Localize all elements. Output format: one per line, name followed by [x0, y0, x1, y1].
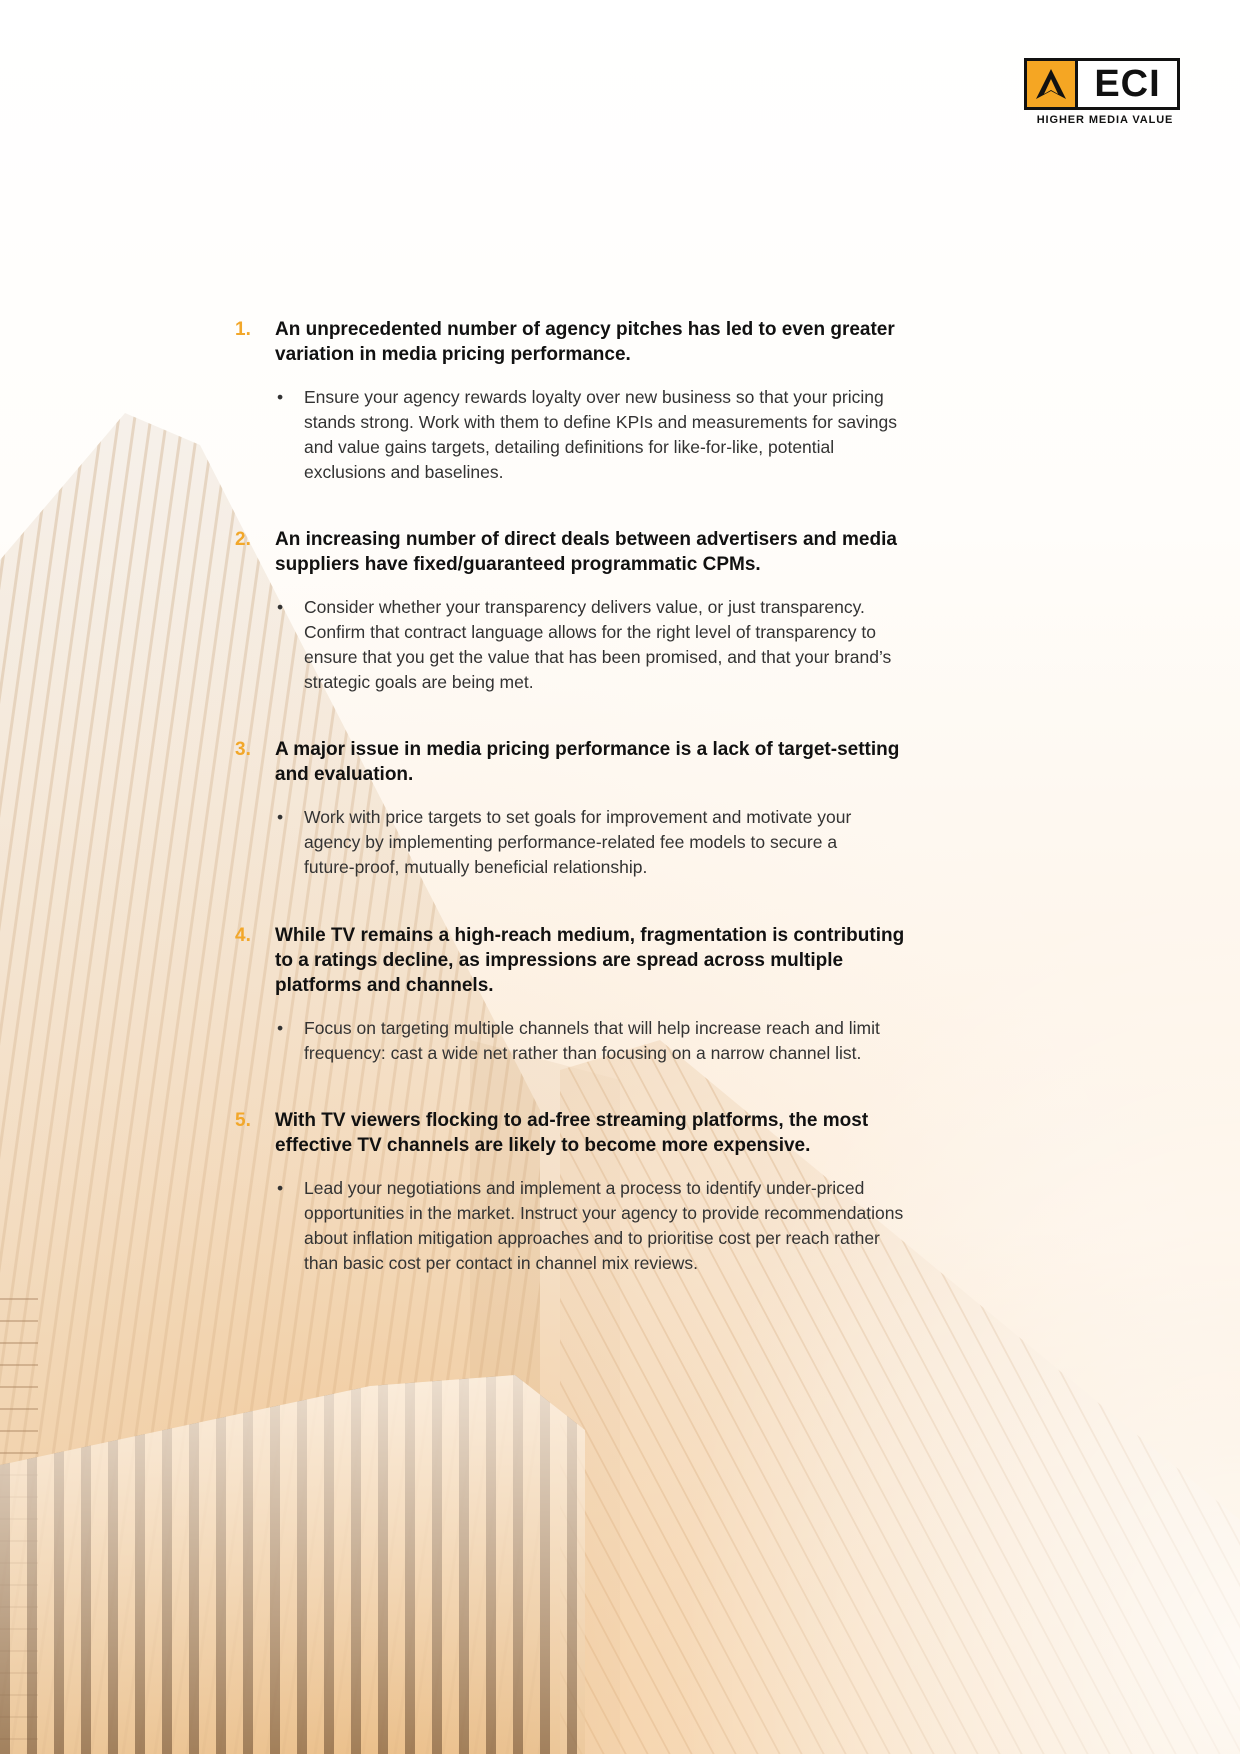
item-heading — [235, 527, 995, 577]
body-line: and value gains targets, detailing definitions for like-for-like, potential — [304, 436, 835, 457]
heading-line: With TV viewers flocking to ad-free streaming platforms, the most — [275, 1110, 869, 1131]
body-line: Ensure your agency rewards loyalty over new business so that your pricing — [304, 386, 884, 407]
eci-logo — [1024, 58, 1180, 110]
body-line: Consider whether your transparency delivers value, or just transparency. — [304, 596, 865, 617]
heading-line: platforms and channels. — [275, 975, 494, 996]
bullet-point — [235, 595, 995, 695]
logo-tagline: HIGHER MEDIA VALUE — [1036, 114, 1174, 126]
heading-line: A major issue in media pricing performance is a lack of target-setting — [275, 739, 900, 760]
body-line: opportunities in the market. Instruct your agency to provide recommendations — [304, 1202, 904, 1223]
body-line: Confirm that contract language allows for the right level of transparency to — [304, 621, 876, 642]
heading-line: variation in media pricing performance. — [275, 344, 631, 365]
bullet-point — [235, 1176, 995, 1276]
bullet-text — [304, 385, 995, 485]
item-number: 3. — [235, 739, 251, 760]
bullet-point — [235, 1016, 995, 1066]
list-item-5 — [235, 1108, 995, 1276]
body-line: about inflation mitigation approaches and to prioritise cost per reach rather — [304, 1227, 880, 1248]
heading-line: to a ratings decline, as impressions are spread across multiple — [275, 950, 844, 971]
bullet-marker: • — [277, 596, 284, 617]
bullet-marker: • — [277, 1017, 284, 1038]
logo-wordmark: ECI — [1094, 62, 1161, 105]
heading-line: suppliers have fixed/guaranteed programmatic CPMs. — [275, 554, 761, 575]
body-line: stands strong. Work with them to define KPIs and measurements for savings — [304, 411, 898, 432]
bullet-text — [304, 1176, 995, 1276]
heading-line: An increasing number of direct deals between advertisers and media — [275, 529, 897, 550]
item-heading — [235, 737, 995, 787]
item-number: 1. — [235, 319, 251, 340]
heading-line: While TV remains a high-reach medium, fragmentation is contributing — [275, 925, 905, 946]
arrow-a-icon — [1034, 67, 1068, 101]
bullet-marker: • — [277, 806, 284, 827]
body-line: Focus on targeting multiple channels that will help increase reach and limit — [304, 1017, 880, 1038]
bullet-marker: • — [277, 386, 284, 407]
body-line: Lead your negotiations and implement a process to identify under-priced — [304, 1177, 865, 1198]
bullet-marker: • — [277, 1177, 284, 1198]
item-heading — [235, 317, 995, 367]
body-line: Work with price targets to set goals for improvement and motivate your — [304, 806, 852, 827]
eci-arrow-mark-icon — [1027, 61, 1078, 107]
bullet-text — [304, 1016, 995, 1066]
item-number: 5. — [235, 1110, 251, 1131]
body-line: frequency: cast a wide net rather than focusing on a narrow channel list. — [304, 1042, 862, 1063]
bullet-text — [304, 805, 995, 880]
bullet-point — [235, 805, 995, 880]
list-item-2 — [235, 527, 995, 695]
body-line: ensure that you get the value that has been promised, and that your brand’s — [304, 646, 892, 667]
item-heading — [235, 1108, 995, 1158]
bullet-point — [235, 385, 995, 485]
heading-line: An unprecedented number of agency pitches has led to even greater — [275, 319, 895, 340]
bullet-text — [304, 595, 995, 695]
heading-line: effective TV channels are likely to become more expensive. — [275, 1135, 811, 1156]
list-item-4 — [235, 923, 995, 1066]
item-number: 4. — [235, 925, 251, 946]
body-line: than basic cost per contact in channel mix reviews. — [304, 1252, 698, 1273]
item-number: 2. — [235, 529, 251, 550]
body-line: strategic goals are being met. — [304, 671, 534, 692]
heading-line: and evaluation. — [275, 764, 414, 785]
body-line: agency by implementing performance-related fee models to secure a — [304, 831, 838, 852]
list-item-3 — [235, 737, 995, 880]
body-line: future-proof, mutually beneficial relationship. — [304, 856, 648, 877]
list-item-1 — [235, 317, 995, 485]
body-line: exclusions and baselines. — [304, 461, 504, 482]
item-heading — [235, 923, 995, 998]
